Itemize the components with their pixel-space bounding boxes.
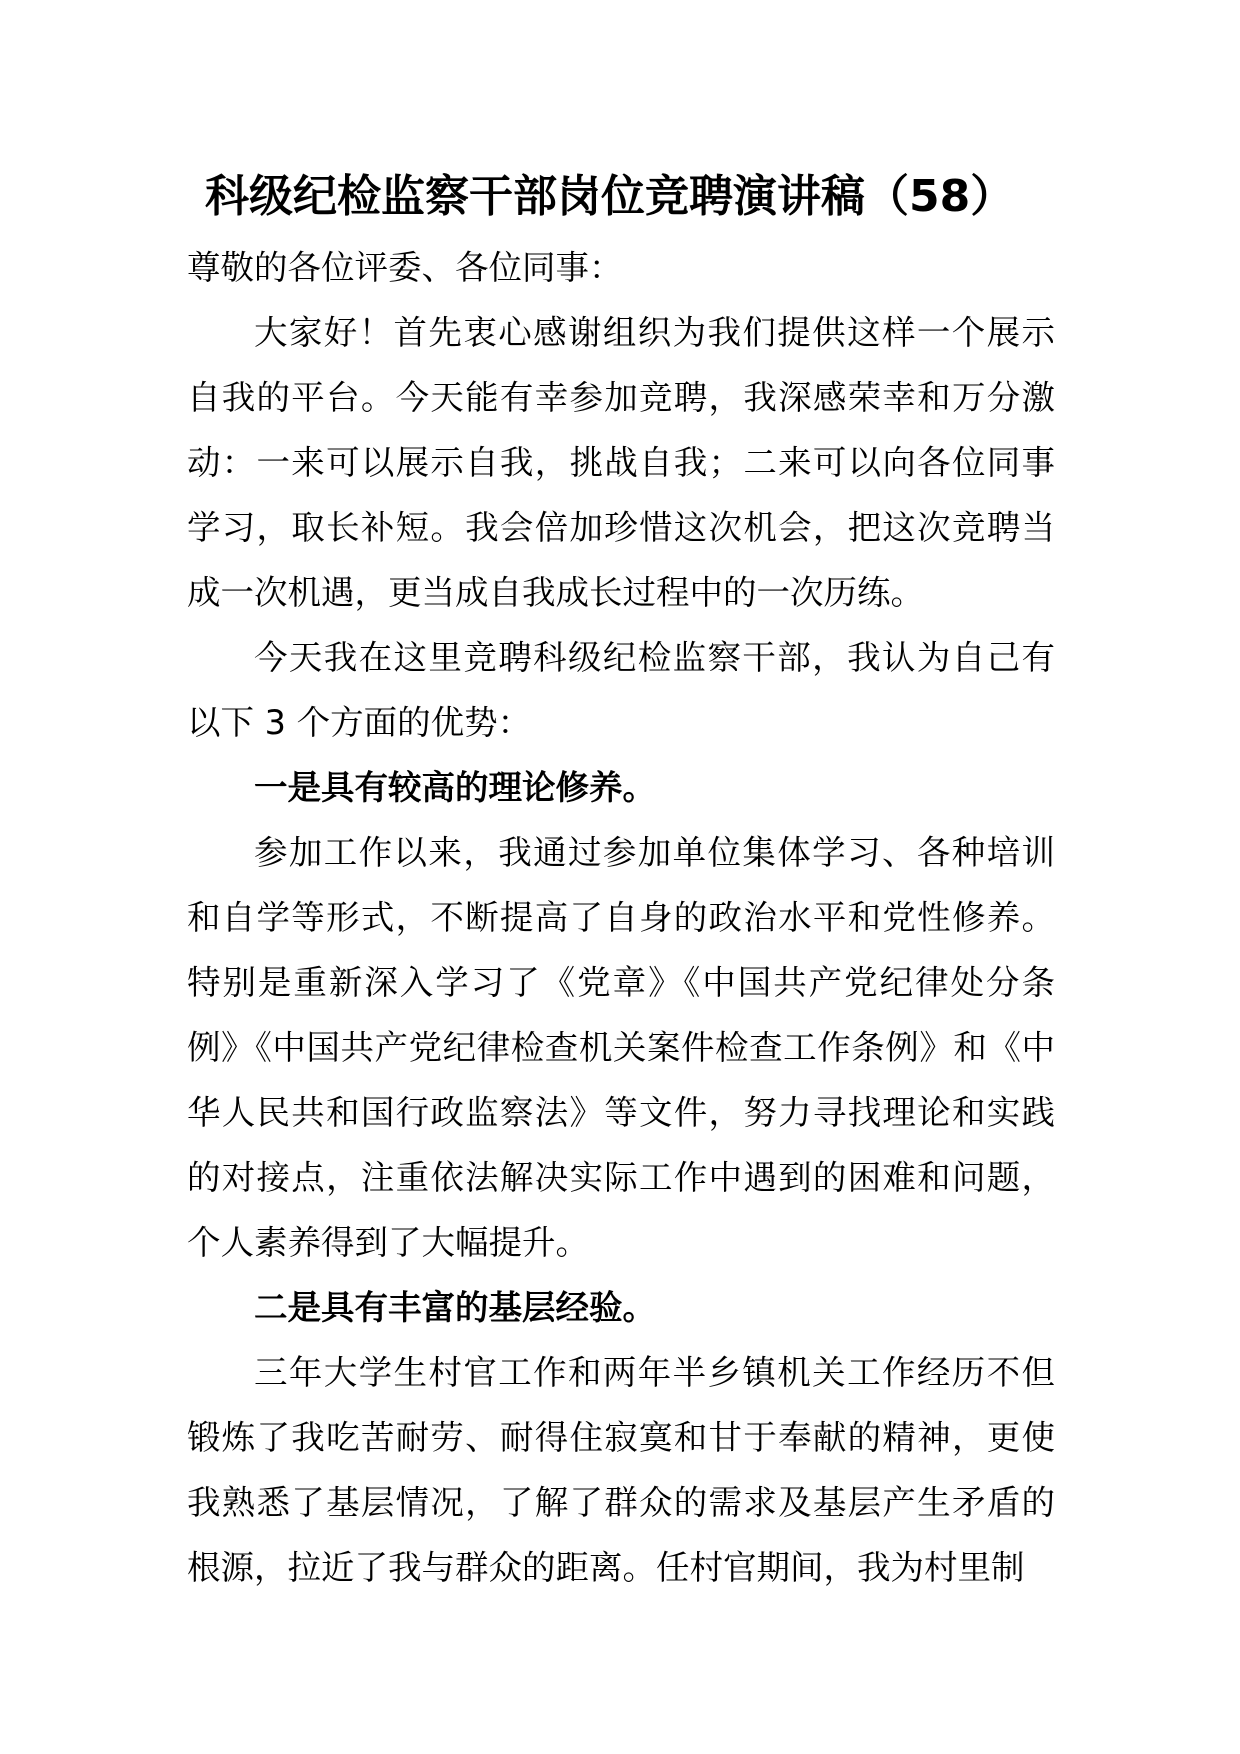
section-heading: 一是具有较高的理论修养。 (254, 768, 656, 807)
section-heading: 二是具有丰富的基层经验。 (254, 1288, 656, 1327)
document-title: 科级纪检监察干部岗位竞聘演讲稿（58） (205, 171, 1015, 222)
body-paragraph: 大家好！首先衷心感谢组织为我们提供这样一个展示自我的平台。今天能有幸参加竞聘，我深感荣幸和万分激动：一来可以展示自我，挑战自我；二来可以向各位同事学习，取长补短。我会倍加珍惜这次机会，把这次竞聘当成一次机遇，更当成自我成长过程中的一次历练。 (187, 313, 1055, 612)
body-paragraph: 参加工作以来，我通过参加单位集体学习、各种培训和自学等形式，不断提高了自身的政治水平和党性修养。特别是重新深入学习了《党章》《中国共产党纪律处分条例》《中国共产党纪律检查机关案件检查工作条例》和《中华人民共和国行政监察法》等文件，努力寻找理论和实践的对接点，注重依法解决实际工作中遇到的困难和问题，个人素养得到了大幅提升。 (187, 833, 1055, 1262)
document-body (187, 235, 1055, 1600)
body-paragraph: 尊敬的各位评委、各位同事： (187, 248, 623, 287)
body-paragraph: 三年大学生村官工作和两年半乡镇机关工作经历不但锻炼了我吃苦耐劳、耐得住寂寞和甘于奉献的精神，更使我熟悉了基层情况，了解了群众的需求及基层产生矛盾的根源，拉近了我与群众的距离。任村官期间，我为村里制 (187, 1353, 1055, 1587)
body-paragraph: 今天我在这里竞聘科级纪检监察干部，我认为自己有以下 3 个方面的优势： (187, 638, 1055, 742)
